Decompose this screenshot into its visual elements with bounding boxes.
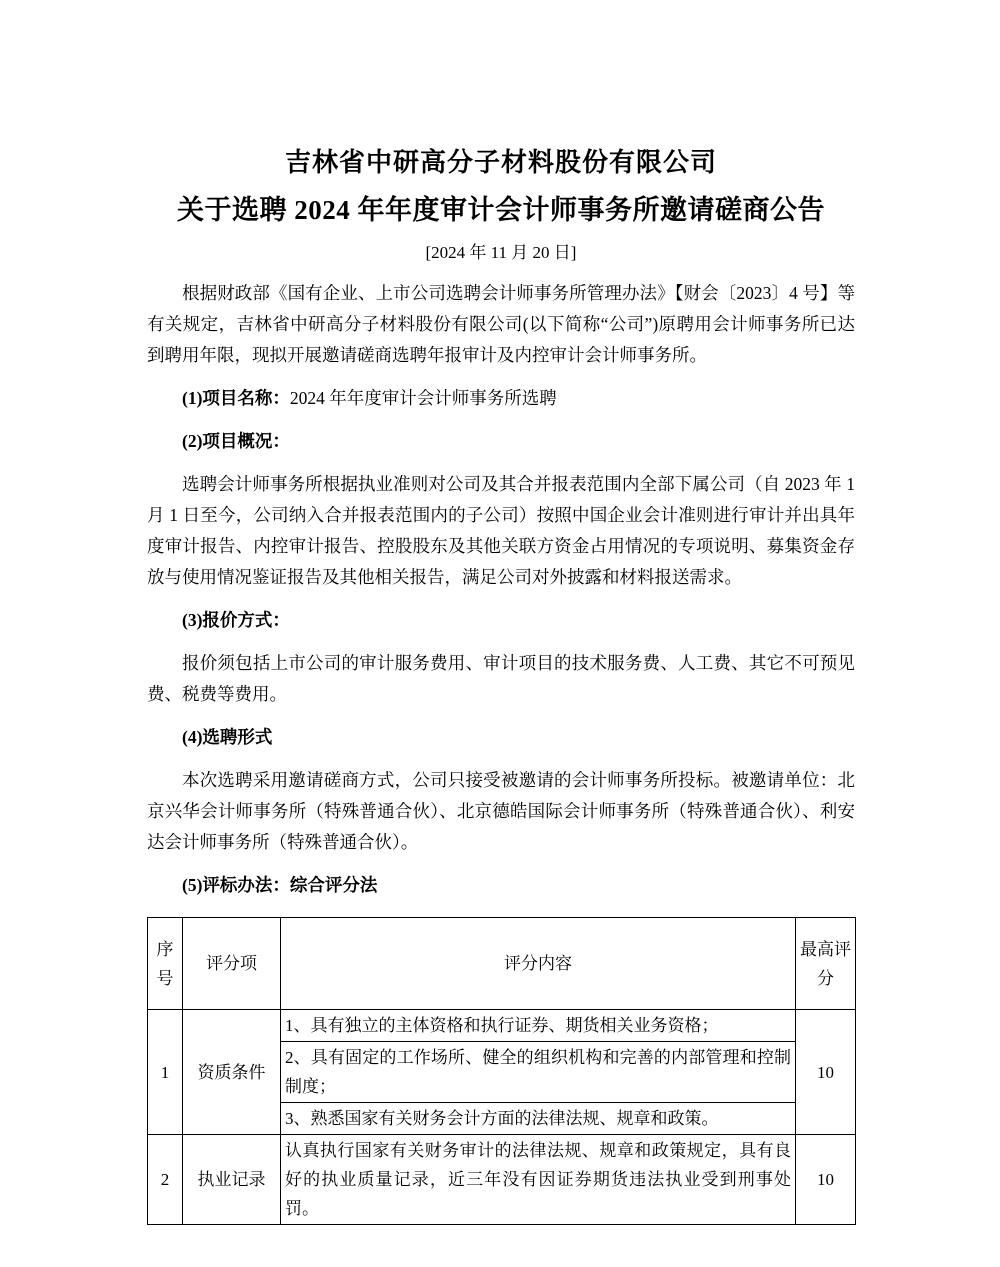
table-header-row (148, 918, 856, 1010)
announcement-title: 关于选聘 2024 年年度审计会计师事务所邀请磋商公告 (177, 195, 825, 225)
announcement-date: [2024 年 11 月 20 日] (425, 243, 577, 262)
section-1-value: 2024 年年度审计会计师事务所选聘 (289, 388, 557, 408)
section-3-body: 报价须包括上市公司的审计服务费用、审计项目的技术服务费、人工费、其它不可预见费、税费等费用。 (147, 653, 855, 704)
header-cell-item: 评分项 (183, 918, 281, 1010)
intro-paragraph: 根据财政部《国有企业、上市公司选聘会计师事务所管理办法》【财会〔2023〕4 号】等有关规定，吉林省中研高分子材料股份有限公司(以下简称“公司”)原聘用会计师事务所已达到聘用年限，现拟开展邀请磋商选聘年报审计及内控审计会计师事务所。 (147, 283, 855, 365)
row1-content-3: 3、熟悉国家有关财务会计方面的法律法规、规章和政策。 (281, 1103, 796, 1135)
row2-item-cell: 执业记录 (183, 1135, 281, 1225)
document-content (147, 0, 855, 1225)
section-4-body: 本次选聘采用邀请磋商方式，公司只接受被邀请的会计师事务所投标。被邀请单位：北京兴华会计师事务所（特殊普通合伙）、北京德皓国际会计师事务所（特殊普通合伙）、利安达会计师事务所（特殊普通合伙）。 (147, 770, 855, 852)
row2-max-cell: 10 (796, 1135, 856, 1225)
section-2-heading: (2)项目概况： (182, 431, 290, 451)
row2-no-cell: 2 (148, 1135, 183, 1225)
section-1-heading (147, 383, 855, 414)
evaluation-score-table (147, 917, 856, 1225)
section-2-body: 选聘会计师事务所根据执业准则对公司及其合并报表范围内全部下属公司（自 2023 年 1 月 1 日至今，公司纳入合并报表范围内的子公司）按照中国企业会计准则进行审计并出具年度审计报告、内控审计报告、控股股东及其他关联方资金占用情况的专项说明、募集资金存放与使用情况鉴证报告及其他相关报告，满足公司对外披露和材料报送需求。 (147, 474, 855, 587)
row1-no-cell: 1 (148, 1010, 183, 1135)
table-row (148, 1135, 856, 1225)
header-cell-max: 最高评分 (796, 918, 856, 1010)
row1-content-2: 2、具有固定的工作场所、健全的组织机构和完善的内部管理和控制制度； (281, 1042, 796, 1103)
row2-content-cell: 认真执行国家有关财务审计的法律法规、规章和政策规定，具有良好的执业质量记录，近三年没有因证券期货违法执业受到刑事处罚。 (281, 1135, 796, 1225)
section-4-heading: (4)选聘形式 (182, 727, 273, 747)
section-5-heading: (5)评标办法：综合评分法 (182, 875, 378, 895)
table-row (148, 1010, 856, 1042)
company-name-title: 吉林省中研高分子材料股份有限公司 (284, 148, 717, 177)
header-cell-content: 评分内容 (281, 918, 796, 1010)
row1-item-cell: 资质条件 (183, 1010, 281, 1135)
row1-content-1: 1、具有独立的主体资格和执行证券、期货相关业务资格； (281, 1010, 796, 1042)
header-cell-no: 序号 (148, 918, 183, 1010)
section-3-heading: (3)报价方式： (182, 610, 290, 630)
row1-max-cell: 10 (796, 1010, 856, 1135)
section-1-label: (1)项目名称： (182, 388, 290, 408)
